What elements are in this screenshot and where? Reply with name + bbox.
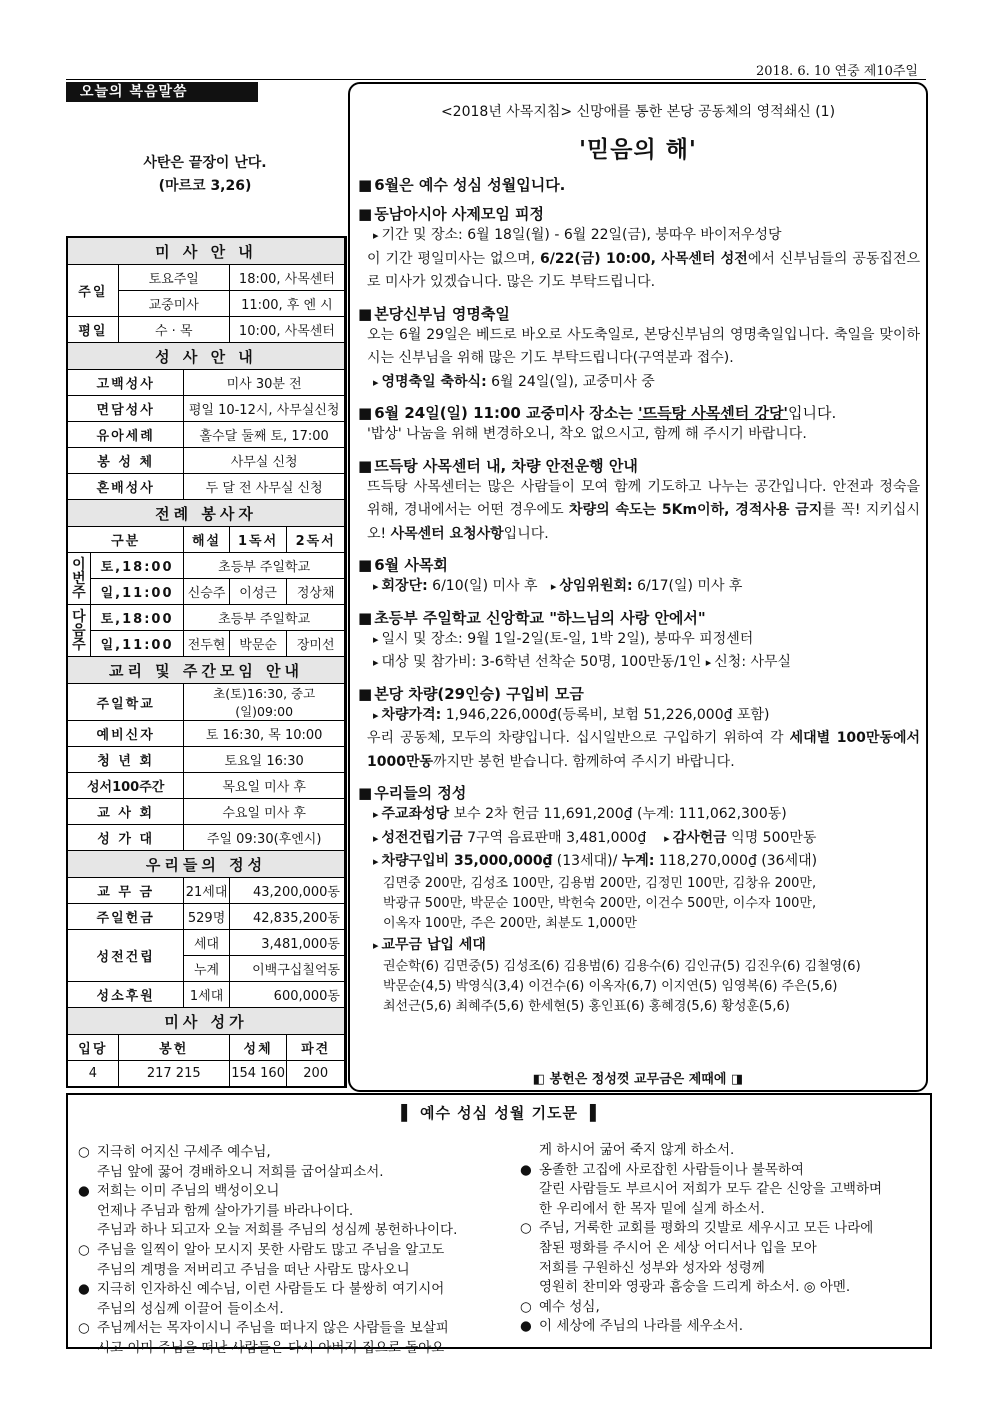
hymn-number: 200: [287, 1061, 345, 1087]
triangle-bullet-icon: ▸: [373, 938, 379, 952]
servers-header: 구분: [68, 527, 184, 553]
prayer-line: 영원히 찬미와 영광과 흠숭을 드리게 하소서. ◎ 아멘.: [539, 1279, 851, 1296]
bullet-item: ▸ 차량가격: 1,946,226,000₫(등록비, 보험 51,226,000₫ 포함): [373, 706, 770, 723]
server-name: 이성근: [229, 579, 287, 605]
meeting-name: 성서100주간: [68, 773, 184, 799]
open-circle-icon: ○: [78, 1144, 90, 1160]
offering-slogan: ◧ 봉헌은 정성껏 교무금은 제때에 ◨: [532, 1072, 744, 1087]
prayer-line: 주님의 성심께 이끌어 들이소서.: [97, 1300, 284, 1317]
prayer-line: ● 이 세상에 주님의 나라를 세우소서.: [520, 1317, 925, 1337]
this-week-label: 이 번 주: [68, 553, 91, 605]
hymn-header: 봉헌: [118, 1035, 229, 1061]
prayer-line: 참된 평화를 주시어 온 세상 어디서나 입을 모아: [539, 1239, 817, 1256]
section-heading: ■ 동남아시아 사제모임 피정: [358, 204, 920, 224]
paragraph: 오는 6월 29일은 베드로 바오로 사도축일로, 본당신부님의 영명축일입니다. 축일을 맞이하시는 신부님을 위해 많은 기도 부탁드립니다(구역분과 접수).: [367, 326, 920, 366]
hymn-number: 4: [68, 1061, 119, 1087]
server-time: 일,11:00: [90, 579, 184, 605]
year-title: '믿음의 해': [579, 137, 697, 163]
triangle-bullet-icon: ▸: [373, 656, 379, 669]
meeting-name: 성 가 대: [68, 825, 184, 851]
meeting-name: 예비신자: [68, 721, 184, 747]
prayer-line: ○ 주님께서는 목자이시니 주님을 떠나지 않은 사람들을 보살피: [78, 1319, 498, 1339]
prayer-line: ● 옹졸한 고집에 사로잡힌 사람들이나 불목하여: [520, 1161, 925, 1181]
sacrament-name: 봉 성 체: [68, 448, 184, 474]
bullet-item: ▸ 성전건립기금 7구역 음료판매 3,481,000₫ ▸ 감사헌금 익명 500만동: [373, 829, 817, 846]
offering-amount: 600,000동: [229, 982, 344, 1008]
triangle-bullet-icon: ▸: [550, 580, 557, 593]
section-faith-school: [358, 608, 920, 675]
triangle-bullet-icon: ▸: [373, 855, 379, 868]
server-name: 장미선: [287, 631, 345, 657]
section-vehicle-fund: [358, 684, 920, 775]
open-circle-icon: ○: [520, 1298, 532, 1315]
mass-name: 토요주일: [118, 265, 229, 291]
prayer-line: 주님의 계명을 저버리고 주님을 떠난 사람도 많사오니: [97, 1261, 410, 1278]
server-name: 신승주: [184, 579, 230, 605]
prayer-line: 시고 이미 주님을 떠난 사람들은 다시 아버지 집으로 돌아오: [97, 1339, 445, 1356]
prayer-title: ▌ 예수 성심 성월 기도문 ▐: [401, 1104, 597, 1122]
section-venue-change: [358, 403, 920, 447]
section-heading: ■ 6월 24일(일) 11:00 교중미사 장소는 '뜨득탕 사목센터 강당'입니다.: [358, 403, 920, 423]
section-sacred-heart: [358, 175, 920, 195]
servers-header: 해설: [184, 527, 230, 553]
section-heading: ■ 초등부 주일학교 신앙학교 "하느님의 사랑 안에서": [358, 608, 920, 628]
next-week-label: 다 음 주: [68, 605, 91, 657]
sacrament-value: 사무실 신청: [184, 448, 345, 474]
gospel-tag: 오늘의 복음말씀: [66, 82, 258, 102]
server-name: 박문순: [229, 631, 287, 657]
info-table: [66, 236, 347, 1088]
triangle-bullet-icon: ▸: [664, 831, 670, 845]
triangle-bullet-icon: ▸: [373, 375, 379, 389]
prayer-line: 저희를 구원하신 성부와 성자와 성령께: [539, 1259, 765, 1276]
offering-name: 주일헌금: [68, 904, 184, 930]
sacrament-value: 미사 30분 전: [184, 370, 345, 396]
section-heading: ■ 6월 사목회: [358, 555, 920, 575]
prayer-line: 한 우리에서 한 목자 밑에 실게 하소서.: [539, 1200, 765, 1217]
offering-name: 교 무 금: [68, 878, 184, 904]
prayer-line: ○ 주님, 거룩한 교회를 평화의 깃발로 세우시고 모든 나라에: [520, 1219, 925, 1239]
meeting-name: 교 사 회: [68, 799, 184, 825]
prayer-line: ● 저희는 이미 주님의 백성이오니: [78, 1182, 498, 1202]
triangle-bullet-icon: ▸: [373, 632, 379, 646]
filled-circle-icon: ●: [78, 1281, 90, 1298]
sunday-label: 주일: [68, 265, 119, 317]
mass-name: 수 · 목: [118, 317, 229, 343]
weekday-label: 평일: [68, 317, 119, 343]
meeting-value: 수요일 미사 후: [184, 799, 345, 825]
server-name: 전두현: [184, 631, 230, 657]
meeting-value: 주일 09:30(후엔시): [184, 825, 345, 851]
sacrament-section-title: 성 사 안 내: [68, 343, 345, 370]
triangle-bullet-icon: ▸: [373, 831, 379, 845]
open-circle-icon: ○: [78, 1241, 90, 1258]
section-heading: ■ 뜨득탕 사목센터 내, 차량 안전운행 안내: [358, 456, 920, 476]
meeting-value: 토 16:30, 목 10:00: [184, 721, 345, 747]
gospel-line-2: (마르코 3,26): [158, 178, 252, 194]
bullet-item: ▸ 일시 및 장소: 9월 1일-2일(토-일, 1박 2일), 붕따우 피정센터: [373, 630, 754, 647]
section-heading: ■ 우리들의 정성: [358, 783, 920, 803]
server-name: 정상채: [287, 579, 345, 605]
offering-count: 누계: [184, 956, 230, 982]
sacrament-value: 홀수달 둘째 토, 17:00: [184, 422, 345, 448]
mass-time: 18:00, 사목센터: [229, 265, 344, 291]
section-heading: ■ 본당 차량(29인승) 구입비 모금: [358, 684, 920, 704]
open-circle-icon: ○: [520, 1220, 532, 1237]
offering-count: 529명: [184, 904, 230, 930]
offering-amount: 42,835,200동: [229, 904, 344, 930]
prayer-line: 갈린 사람들도 부르시어 저희가 모두 같은 신앙을 고백하며: [539, 1181, 883, 1198]
offering-amount: 43,200,000동: [229, 878, 344, 904]
triangle-bullet-icon: ▸: [705, 656, 712, 669]
tithe-households: 권순학(6) 김면중(5) 김성조(6) 김용범(6) 김용수(6) 김인규(5) 김진우(6) 김철영(6) 박문순(4,5) 박영식(3,4) 이건수(6) 이옥자(6,7) 이지연(5) 임영복(6) 주은(5,6) 최선근(5,6) 최혜주(5,6) 한세현(5) 홍인표(6) 홍혜경(5,6) 황성훈(5,6): [383, 959, 861, 1014]
server-time: 토,18:00: [90, 553, 184, 579]
sacrament-name: 고백성사: [68, 370, 184, 396]
server-time: 일,11:00: [90, 631, 184, 657]
announcements-box: [348, 82, 928, 1092]
section-council: [358, 555, 920, 599]
triangle-bullet-icon: ▸: [373, 808, 379, 821]
sacrament-name: 면담성사: [68, 396, 184, 422]
prayer-line: 언제나 주님과 함께 살아가기를 바라나이다.: [97, 1202, 354, 1219]
bullet-item: ▸ 기간 및 장소: 6월 18일(월) - 6월 22일(금), 붕따우 바이저우성당: [373, 227, 782, 243]
mass-time: 11:00, 후 엔 시: [229, 291, 344, 317]
hymn-header: 입당: [68, 1035, 119, 1061]
offering-count: 1세대: [184, 982, 230, 1008]
section-heading: ■ 본당신부님 영명축일: [358, 304, 920, 324]
gospel-line-1: 사탄은 끝장이 난다.: [143, 155, 267, 171]
offering-name: 성소후원: [68, 982, 184, 1008]
servers-section-title: 전례 봉사자: [68, 500, 345, 527]
server-merged: 초등부 주일학교: [184, 605, 345, 631]
pastoral-guideline: <2018년 사목지침> 신망애를 통한 본당 공동체의 영적쇄신 (1): [440, 104, 836, 120]
triangle-bullet-icon: ▸: [373, 580, 379, 593]
paragraph: '밥상' 나눔을 위해 변경하오니, 착오 없으시고, 함께 해 주시기 바랍니다.: [367, 426, 807, 442]
offering-amount: 3,481,000동: [229, 930, 344, 956]
meeting-value: 초(토)16:30, 중고(일)09:00: [184, 684, 345, 721]
triangle-bullet-icon: ▸: [373, 708, 379, 722]
hymns-section-title: 미사 성가: [68, 1008, 345, 1035]
bullet-item: ▸ 교무금 납입 세대: [373, 936, 486, 953]
prayer-line: ○ 주님을 일찍이 알아 모시지 못한 사람도 많고 주님을 알고도: [78, 1241, 498, 1261]
mass-name: 교중미사: [118, 291, 229, 317]
section-feast-day: [358, 304, 920, 395]
hymn-header: 파견: [287, 1035, 345, 1061]
section-driving-safety: [358, 456, 920, 547]
triangle-bullet-icon: ▸: [373, 229, 379, 242]
servers-header: 2독서: [287, 527, 345, 553]
meeting-name: 청 년 회: [68, 747, 184, 773]
bullet-item: ▸ 차량구입비 35,000,000₫ (13세대)/ 누계: 118,270,000₫ (36세대): [373, 853, 818, 869]
prayer-column-right: [520, 1141, 925, 1337]
open-circle-icon: ○: [78, 1320, 90, 1337]
sacrament-value: 두 달 전 사무실 신청: [184, 474, 345, 500]
meeting-name: 주일학교: [68, 684, 184, 721]
prayer-line: 주님 앞에 꿇어 경배하오니 저희를 굽어살피소서.: [97, 1163, 384, 1180]
building-fund-label: 성전건립: [68, 930, 184, 982]
prayer-line: 주님과 하나 되고자 오늘 저희를 주님의 성심께 봉헌하나이다.: [97, 1222, 458, 1239]
paragraph: 이 기간 평일미사는 없으며, 6/22(금) 10:00, 사목센터 성전에서 신부님들의 공동집전으로 미사가 있겠습니다. 많은 기도 부탁드립니다.: [367, 250, 920, 290]
prayer-line: 게 하시어 굶어 죽지 않게 하소서.: [539, 1142, 735, 1158]
prayer-line: ● 지극히 인자하신 예수님, 이런 사람들도 다 불쌍히 여기시어: [78, 1280, 498, 1300]
offering-section-title: 우리들의 정성: [68, 851, 345, 878]
meeting-value: 토요일 16:30: [184, 747, 345, 773]
sacrament-name: 유아세례: [68, 422, 184, 448]
filled-circle-icon: ●: [78, 1183, 90, 1200]
top-divider: [66, 79, 926, 80]
section-retreat: [358, 204, 920, 295]
hymn-number: 217 215: [118, 1061, 229, 1087]
mass-section-title: 미 사 안 내: [68, 238, 345, 265]
hymn-number: 154 160: [229, 1061, 287, 1087]
prayer-column-left: [78, 1143, 498, 1359]
section-offerings: [358, 783, 920, 1017]
meeting-value: 목요일 미사 후: [184, 773, 345, 799]
filled-circle-icon: ●: [520, 1161, 532, 1178]
servers-header: 1독서: [229, 527, 287, 553]
donor-names: 김면중 200만, 김성조 100만, 김용범 200만, 김정민 100만, 김창유 200만, 박광규 500만, 박문순 100만, 박헌숙 200만, 이건수 500만, 이수자 100만, 이옥자 100만, 주은 200만, 최분도 1,000만: [383, 875, 817, 931]
offering-count: 세대: [184, 930, 230, 956]
prayer-line: ○ 예수 성심,: [520, 1298, 925, 1318]
offering-count: 21세대: [184, 878, 230, 904]
bullet-item: ▸ 회장단: 6/10(일) 미사 후 ▸ 상임위원회: 6/17(일) 미사 후: [373, 578, 743, 594]
sacrament-value: 평일 10-12시, 사무실신청: [184, 396, 345, 422]
bullet-item: ▸ 대상 및 참가비: 3-6학년 선착순 50명, 100만동/1인 ▸ 신청: 사무실: [373, 654, 792, 670]
bullet-item: ▸ 영명축일 축하식: 6월 24일(일), 교중미사 중: [373, 373, 655, 390]
bullet-item: ▸ 주교좌성당 보수 2차 헌금 11,691,200₫ (누계: 111,062,300동): [373, 806, 787, 822]
server-merged: 초등부 주일학교: [184, 553, 345, 579]
bulletin-date: 2018. 6. 10 연중 제10주일: [755, 64, 918, 79]
offering-amount: 이백구십칠억동: [229, 956, 344, 982]
prayer-box: [66, 1093, 932, 1356]
gospel-verse: [66, 152, 344, 198]
hymn-header: 성체: [229, 1035, 287, 1061]
sacrament-name: 혼배성사: [68, 474, 184, 500]
meetings-section-title: 교리 및 주간모임 안내: [68, 657, 345, 684]
paragraph: 뜨득탕 사목센터는 많은 사람들이 모여 함께 기도하고 나누는 공간입니다. 안전과 정숙을 위해, 경내에서는 어떤 경우에도 차량의 속도는 5Km이하, 경적사용 금지를 꼭! 지키십시오! 사목센터 요청사항입니다.: [367, 478, 920, 542]
filled-circle-icon: ●: [520, 1318, 532, 1335]
paragraph: 우리 공동체, 모두의 차량입니다. 십시일반으로 구입하기 위하여 각 세대별 100만동에서 1000만동까지만 봉헌 받습니다. 함께하여 주시기 바랍니다.: [367, 730, 921, 770]
server-time: 토,18:00: [90, 605, 184, 631]
mass-time: 10:00, 사목센터: [229, 317, 344, 343]
prayer-line: ○ 지극히 어지신 구세주 예수님,: [78, 1143, 498, 1163]
section-heading: ■ 6월은 예수 성심 성월입니다.: [358, 175, 920, 195]
